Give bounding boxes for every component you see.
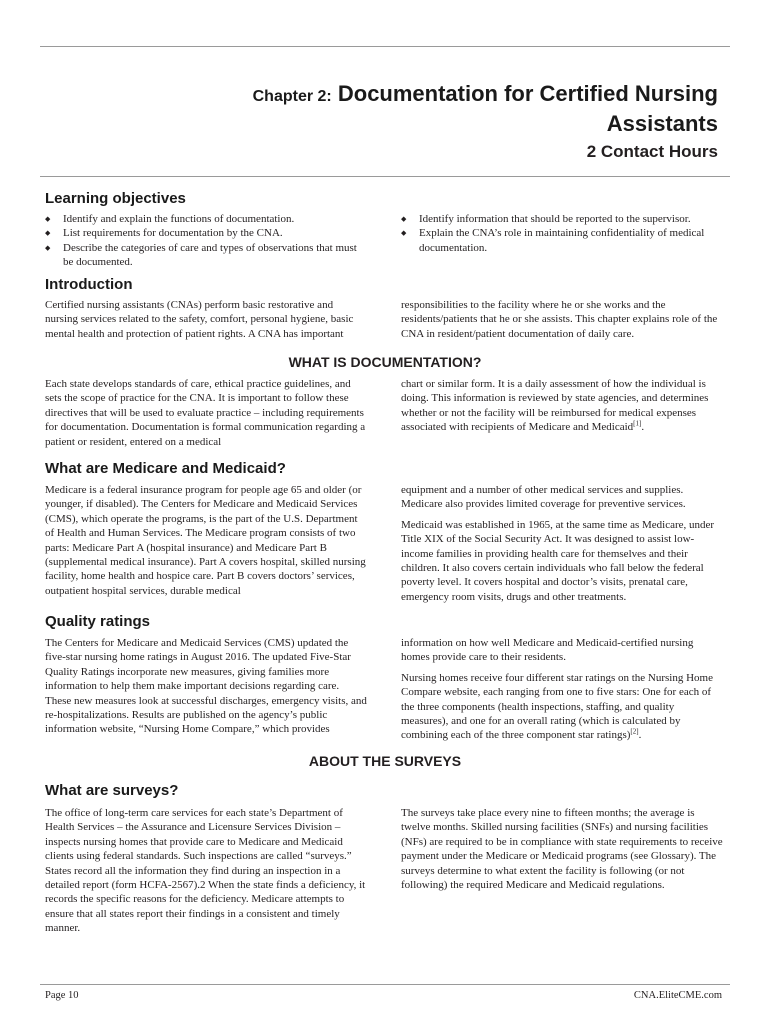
introduction-right	[401, 298, 723, 347]
title-line-1: Documentation for Certified Nursing	[337, 81, 718, 106]
page-number: Page 10	[45, 990, 79, 1001]
what-is-documentation-heading: WHAT IS DOCUMENTATION?	[288, 354, 482, 370]
introduction-left	[45, 298, 367, 347]
medicare-heading: What are Medicare and Medicaid?	[45, 460, 286, 477]
chapter-label: Chapter 2:	[252, 88, 332, 105]
medicare-paragraph: Medicare is a federal insurance program for people age 65 and older (or younger, if disabled). The Centers for Medicare and Medicaid Services (CMS), which operate the programs, is the part of the U.S. Department of Health and Human Services. The Medicare program consists of two parts: Medicare Part A (hospital insurance) and Medicare Part B (supplemental medical insurance). Part A covers hospital, skilled nursing facility, home health and hospice care. Part B covers doctors’ services, outpatient hospital services, durable medical	[45, 484, 366, 597]
quality-ratings-heading: Quality ratings	[45, 613, 151, 630]
objectives-right	[401, 212, 723, 255]
section-rule	[40, 176, 730, 177]
objective-item: ◆ List requirements for documentation by the CNA.	[45, 226, 367, 240]
medicare-right	[401, 483, 723, 610]
intro-paragraph: Certified nursing assistants (CNAs) perform basic restorative and nursing services related to the safety, comfort, personal hygiene, basic mental health and protection of patient rights. A CNA has important	[45, 299, 354, 340]
documentation-paragraph: chart or similar form. It is a daily assessment of how the individual is doing. This information is reviewed by state agencies, and determines whether or not the facility will be reimbursed for medical expenses associated with recipients of Medicare and Medicaid[1].	[401, 378, 709, 434]
surveys-paragraph: The surveys take place every nine to fifteen months; the average is twelve months. Skilled nursing facilities (SNFs) and nursing facilities (NFs) are required to be in compliance with state requirements to receive payment under the Medicare or Medicaid programs (see Glossary). The surveys determine to what extent the facility is following (or not following) the required Medicare and Medicaid regulations.	[401, 807, 723, 892]
about-surveys-heading: ABOUT THE SURVEYS	[308, 753, 462, 769]
quality-paragraph: information on how well Medicare and Medicaid-certified nursing homes provide care to their residents.	[401, 637, 694, 664]
medicare-paragraph: equipment and a number of other medical services and supplies. Medicare also provides limited coverage for preventive services.	[401, 484, 686, 511]
top-rule	[40, 46, 730, 47]
documentation-paragraph: Each state develops standards of care, ethical practice guidelines, and sets the scope of practice for the CNA. It is important to follow these directives that will be used to evaluate practice – including requirements for documentation. Documentation is formal communication regarding a patient or resident, entered on a medical	[45, 378, 366, 448]
quality-right	[401, 636, 723, 749]
reference-1: [1]	[633, 419, 642, 428]
learning-objectives-heading: Learning objectives	[45, 190, 186, 207]
introduction-heading: Introduction	[45, 276, 133, 293]
quality-paragraph: Nursing homes receive four different star ratings on the Nursing Home Compare website, each ranging from one to five stars: One for each of the three components (health inspections, staffing, and quality measures), and one for an overall rating (which is calculated by combining each of the three component star ratings)[2].	[401, 671, 713, 742]
medicare-left	[45, 483, 367, 604]
documentation-right	[401, 377, 723, 441]
objectives-left	[45, 212, 367, 270]
contact-hours: 2 Contact Hours	[586, 142, 718, 161]
intro-paragraph: responsibilities to the facility where he or she works and the residents/patients that he or she assists. This chapter explains role of the CNA in resident/patient documentation of daily care.	[401, 299, 718, 340]
title-line-2: Assistants	[606, 111, 718, 136]
quality-paragraph: The Centers for Medicare and Medicaid Services (CMS) updated the five-star nursing home ratings in August 2016. The updated Five-Star Quality Ratings incorporate new measures, giving families more information to help them make important decisions regarding care. These new measures look at successful discharges, emergency visits, and re-hospitalizations. Results are published on the agency’s public information website, “Nursing Home Compare,” which provides	[45, 637, 367, 736]
objective-item: ◆ Describe the categories of care and types of observations that must be documented.	[45, 241, 367, 270]
documentation-left	[45, 377, 367, 455]
objective-item: ◆ Explain the CNA’s role in maintaining confidentiality of medical documentation.	[401, 226, 723, 255]
footer-site: CNA.EliteCME.com	[633, 990, 722, 1001]
footer-rule	[40, 984, 730, 985]
reference-2: [2]	[630, 727, 639, 736]
chapter-title	[253, 80, 718, 137]
what-are-surveys-heading: What are surveys?	[45, 782, 179, 799]
surveys-right	[401, 806, 723, 898]
objective-item: ◆ Identify and explain the functions of documentation.	[45, 212, 367, 226]
surveys-left	[45, 806, 367, 942]
surveys-paragraph: The office of long-term care services for each state’s Department of Health Services – the Assurance and Licensure Services Division – inspects nursing homes that provide care to Medicare and Medicaid clients using federal standards. Such inspections are called “surveys.” States record all the information they find during an inspection in a detailed report (form HCFA-2567).2 When the state finds a deficiency, it records the specific reasons for the deficiency. Medicare attempts to ensure that all states report their findings in a consistent and timely manner.	[45, 807, 366, 935]
quality-left	[45, 636, 367, 743]
objective-item: ◆ Identify information that should be reported to the supervisor.	[401, 212, 723, 226]
medicaid-paragraph: Medicaid was established in 1965, at the same time as Medicare, under Title XIX of the Social Security Act. It was designed to assist low-income families in providing health care for themselves and their children. It also covers certain individuals who fall below the federal poverty level. It covers hospital and doctor’s visits, prenatal care, emergency room visits, drugs and other treatments.	[401, 518, 715, 603]
